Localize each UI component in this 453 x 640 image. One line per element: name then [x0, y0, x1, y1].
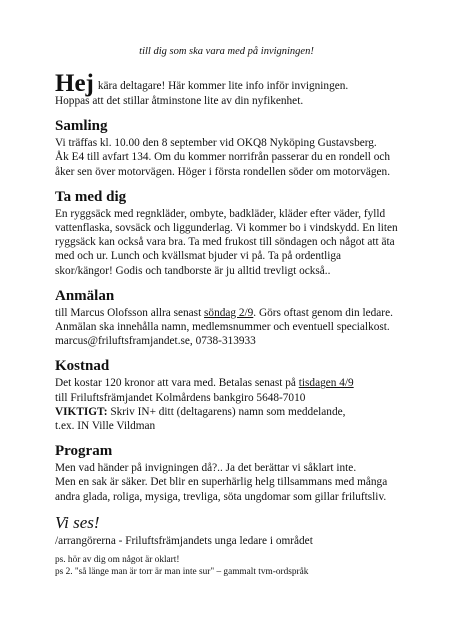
hej-greeting: Hej — [55, 70, 94, 97]
intro-line-2: Hoppas att det stillar åtminstone lite av din nyfikenhet. — [55, 95, 304, 107]
anmalan-text: . Görs oftast genom din ledare. — [253, 306, 393, 319]
intro-text-1: kära deltagare! Här kommer lite info inför invigningen. — [97, 80, 349, 92]
ps-note-2: ps 2. "så länge man är torr är man inte sur" – gammalt tvm-ordspråk — [55, 567, 309, 578]
anmalan-line-2: Anmälan ska innehålla namn, medlemsnummer och eventuell specialkost. — [55, 321, 390, 334]
kostnad-line-1 — [55, 376, 415, 390]
tamed-line: En ryggsäck med regnkläder, ombyte, badkläder, kläder efter väder, fylld — [55, 207, 386, 220]
samling-line: Vi träffas kl. 10.00 den 8 september vid OKQ8 Nyköping Gustavsberg. — [55, 137, 377, 150]
samling-line: åker sen över motorvägen. Höger i första rondellen söder om motorvägen. — [55, 165, 391, 178]
tamed-heading: Ta med dig — [55, 188, 127, 205]
tamed-line: ryggsäck kan också vara bra. Ta med frukost till söndagen och något att äta — [55, 236, 395, 249]
kostnad-line-3 — [55, 405, 415, 419]
kostnad-line-2: till Friluftsfrämjandet Kolmårdens bankgiro 5648-7010 — [55, 391, 306, 404]
kostnad-line-4: t.ex. IN Ville Vildman — [55, 420, 156, 433]
program-line: Men vad händer på invigningen då?.. Ja det berättar vi såklart inte. — [55, 462, 357, 475]
program-line: andra glada, roliga, mysiga, trevliga, söta ungdomar som gillar friluftsliv. — [55, 490, 387, 503]
kostnad-text: Det kostar 120 kronor att vara med. Betalas senast på — [55, 377, 299, 390]
vi-ses-closing: Vi ses! — [55, 512, 100, 532]
program-heading: Program — [55, 443, 113, 460]
ps-note-1: ps. hör av dig om något är oklart! — [55, 555, 180, 566]
anmalan-heading: Anmälan — [55, 287, 115, 304]
signature: /arrangörerna - Friluftsfrämjandets unga ledare i området — [55, 534, 313, 547]
anmalan-deadline: söndag 2/9 — [204, 306, 254, 319]
anmalan-contact: marcus@friluftsframjandet.se, 0738-313933 — [55, 335, 256, 348]
anmalan-text: till Marcus Olofsson allra senast — [55, 306, 205, 319]
tamed-line: skor/kängor! Godis och tandborste är ju alltid trevligt också.. — [55, 264, 331, 277]
tamed-line: med och ur. Lunch och kvällsmat bjuder vi på. Ta på ordentliga — [55, 250, 342, 263]
samling-heading: Samling — [55, 118, 108, 135]
kostnad-deadline: tisdagen 4/9 — [298, 377, 354, 390]
program-line: Men en sak är säker. Det blir en superhärlig helg tillsammans med många — [55, 476, 388, 489]
tamed-line: vattenflaska, sovsäck och liggunderlag. Vi kommer bo i vindskydd. En liten — [55, 222, 398, 235]
anmalan-line-1 — [55, 306, 415, 320]
intro-line-1 — [55, 70, 415, 97]
kostnad-text: Skriv IN+ ditt (deltagarens) namn som meddelande, — [107, 405, 346, 418]
samling-line: Åk E4 till avfart 134. Om du kommer norrifrån passerar du en rondell och — [55, 151, 391, 164]
invitation-header: till dig som ska vara med på invigningen! — [139, 46, 314, 57]
document-body — [55, 70, 415, 578]
viktigt-label: VIKTIGT: — [55, 405, 108, 418]
kostnad-heading: Kostnad — [55, 358, 110, 375]
